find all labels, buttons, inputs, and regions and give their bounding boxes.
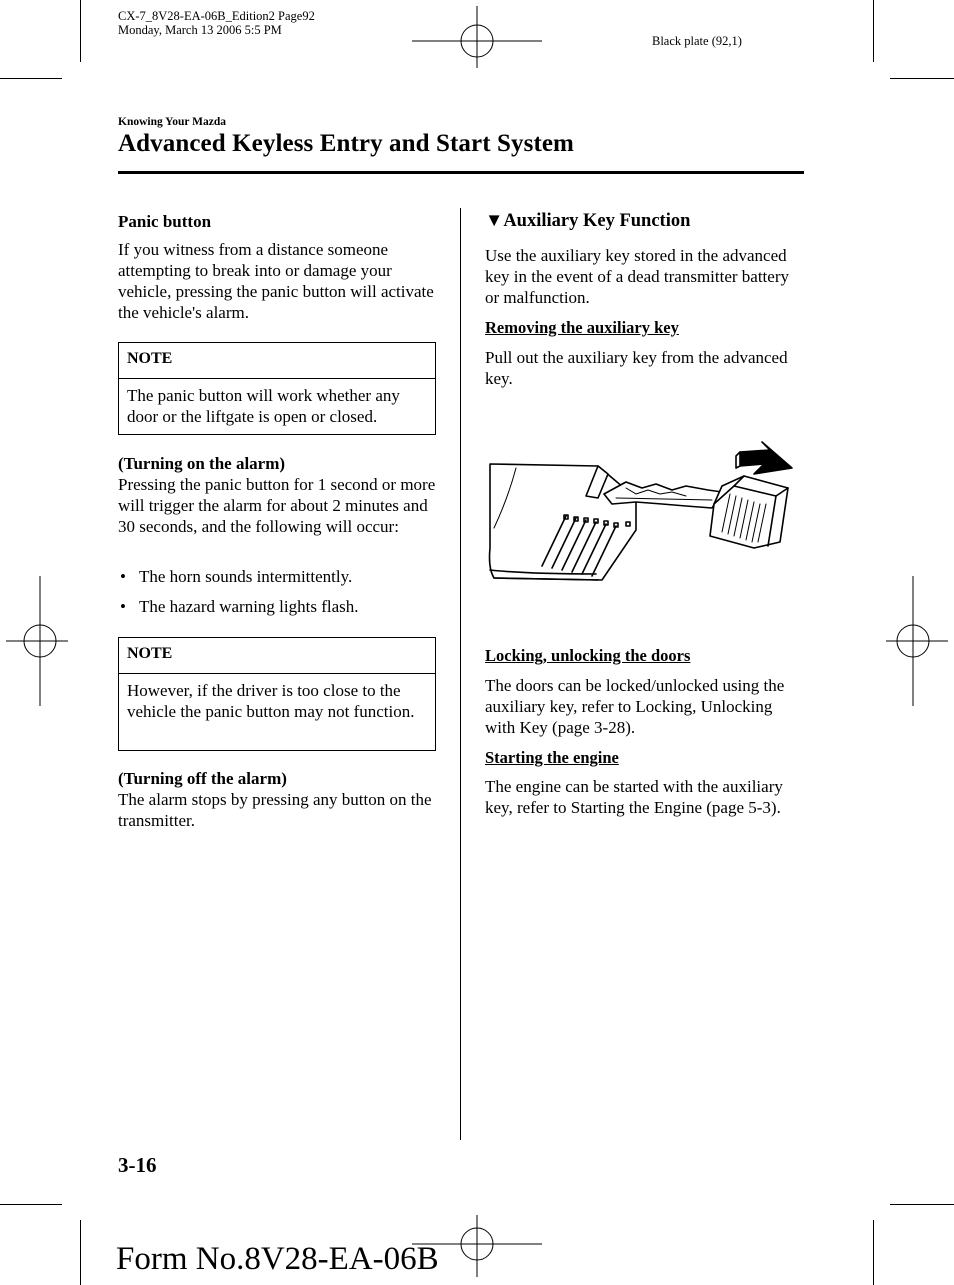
note-text: However, if the driver is too close to the vehicle the panic button may not function. bbox=[127, 681, 415, 721]
note-heading: NOTE bbox=[119, 638, 435, 674]
bullet-glyph: • bbox=[120, 597, 126, 616]
note-heading: NOTE bbox=[119, 343, 435, 379]
plate-label: Black plate (92,1) bbox=[652, 34, 742, 48]
bullet-text: The horn sounds intermittently. bbox=[139, 567, 353, 586]
registration-mark-top bbox=[412, 6, 542, 68]
starting-engine-text: The engine can be started with the auxiliary key, refer to Starting the Engine (page 5-3). bbox=[485, 777, 783, 817]
column-divider bbox=[460, 208, 461, 1140]
removing-key-heading: Removing the auxiliary key bbox=[485, 318, 679, 337]
registration-mark-right bbox=[886, 576, 948, 706]
aux-key-text: Use the auxiliary key stored in the advanced key in the event of a dead transmitter battery or malfunction. bbox=[485, 246, 789, 307]
registration-mark-left bbox=[6, 576, 68, 706]
locking-heading: Locking, unlocking the doors bbox=[485, 646, 691, 665]
starting-engine-heading: Starting the engine bbox=[485, 748, 619, 767]
turning-off-heading: (Turning off the alarm) bbox=[118, 769, 287, 788]
note-box-1 bbox=[118, 342, 436, 435]
list-item bbox=[118, 566, 436, 587]
print-file-line: CX-7_8V28-EA-06B_Edition2 Page92 bbox=[118, 9, 315, 23]
crop-mark bbox=[873, 1220, 874, 1285]
bullet-glyph: • bbox=[120, 567, 126, 586]
turning-on-heading: (Turning on the alarm) bbox=[118, 454, 286, 473]
removing-key-text: Pull out the auxiliary key from the advanced key. bbox=[485, 348, 788, 388]
print-date-line: Monday, March 13 2006 5:5 PM bbox=[118, 23, 282, 37]
page-title: Advanced Keyless Entry and Start System bbox=[118, 130, 574, 157]
crop-mark bbox=[890, 78, 954, 79]
crop-mark bbox=[80, 1220, 81, 1285]
panic-button-text: If you witness from a distance someone attempting to break into or damage your vehicle, pressing the panic button will activate the vehicle's alarm. bbox=[118, 240, 434, 322]
section-label: Knowing Your Mazda bbox=[118, 116, 226, 128]
form-number: Form No.8V28-EA-06B bbox=[116, 1241, 439, 1277]
title-rule bbox=[118, 171, 804, 174]
crop-mark bbox=[0, 78, 62, 79]
crop-mark bbox=[0, 1204, 62, 1205]
list-item bbox=[118, 596, 436, 617]
panic-button-heading: Panic button bbox=[118, 212, 212, 231]
turning-on-text: Pressing the panic button for 1 second or more will trigger the alarm for about 2 minutes and 30 seconds, and the following will occur: bbox=[118, 475, 436, 536]
bullet-text: The hazard warning lights flash. bbox=[139, 597, 359, 616]
key-removal-illustration bbox=[486, 438, 798, 590]
aux-key-heading bbox=[485, 211, 690, 232]
page-number: 3-16 bbox=[118, 1153, 157, 1177]
crop-mark bbox=[890, 1204, 954, 1205]
note-box-2 bbox=[118, 637, 436, 751]
triangle-marker-icon: ▼ bbox=[485, 211, 504, 231]
turning-off-text: The alarm stops by pressing any button on the transmitter. bbox=[118, 790, 432, 830]
crop-mark bbox=[80, 0, 81, 62]
crop-mark bbox=[873, 0, 874, 62]
locking-text: The doors can be locked/unlocked using the auxiliary key, refer to Locking, Unlocking with Key (page 3-28). bbox=[485, 676, 785, 737]
aux-key-heading-text: Auxiliary Key Function bbox=[503, 211, 691, 231]
note-text: The panic button will work whether any door or the liftgate is open or closed. bbox=[127, 386, 400, 426]
